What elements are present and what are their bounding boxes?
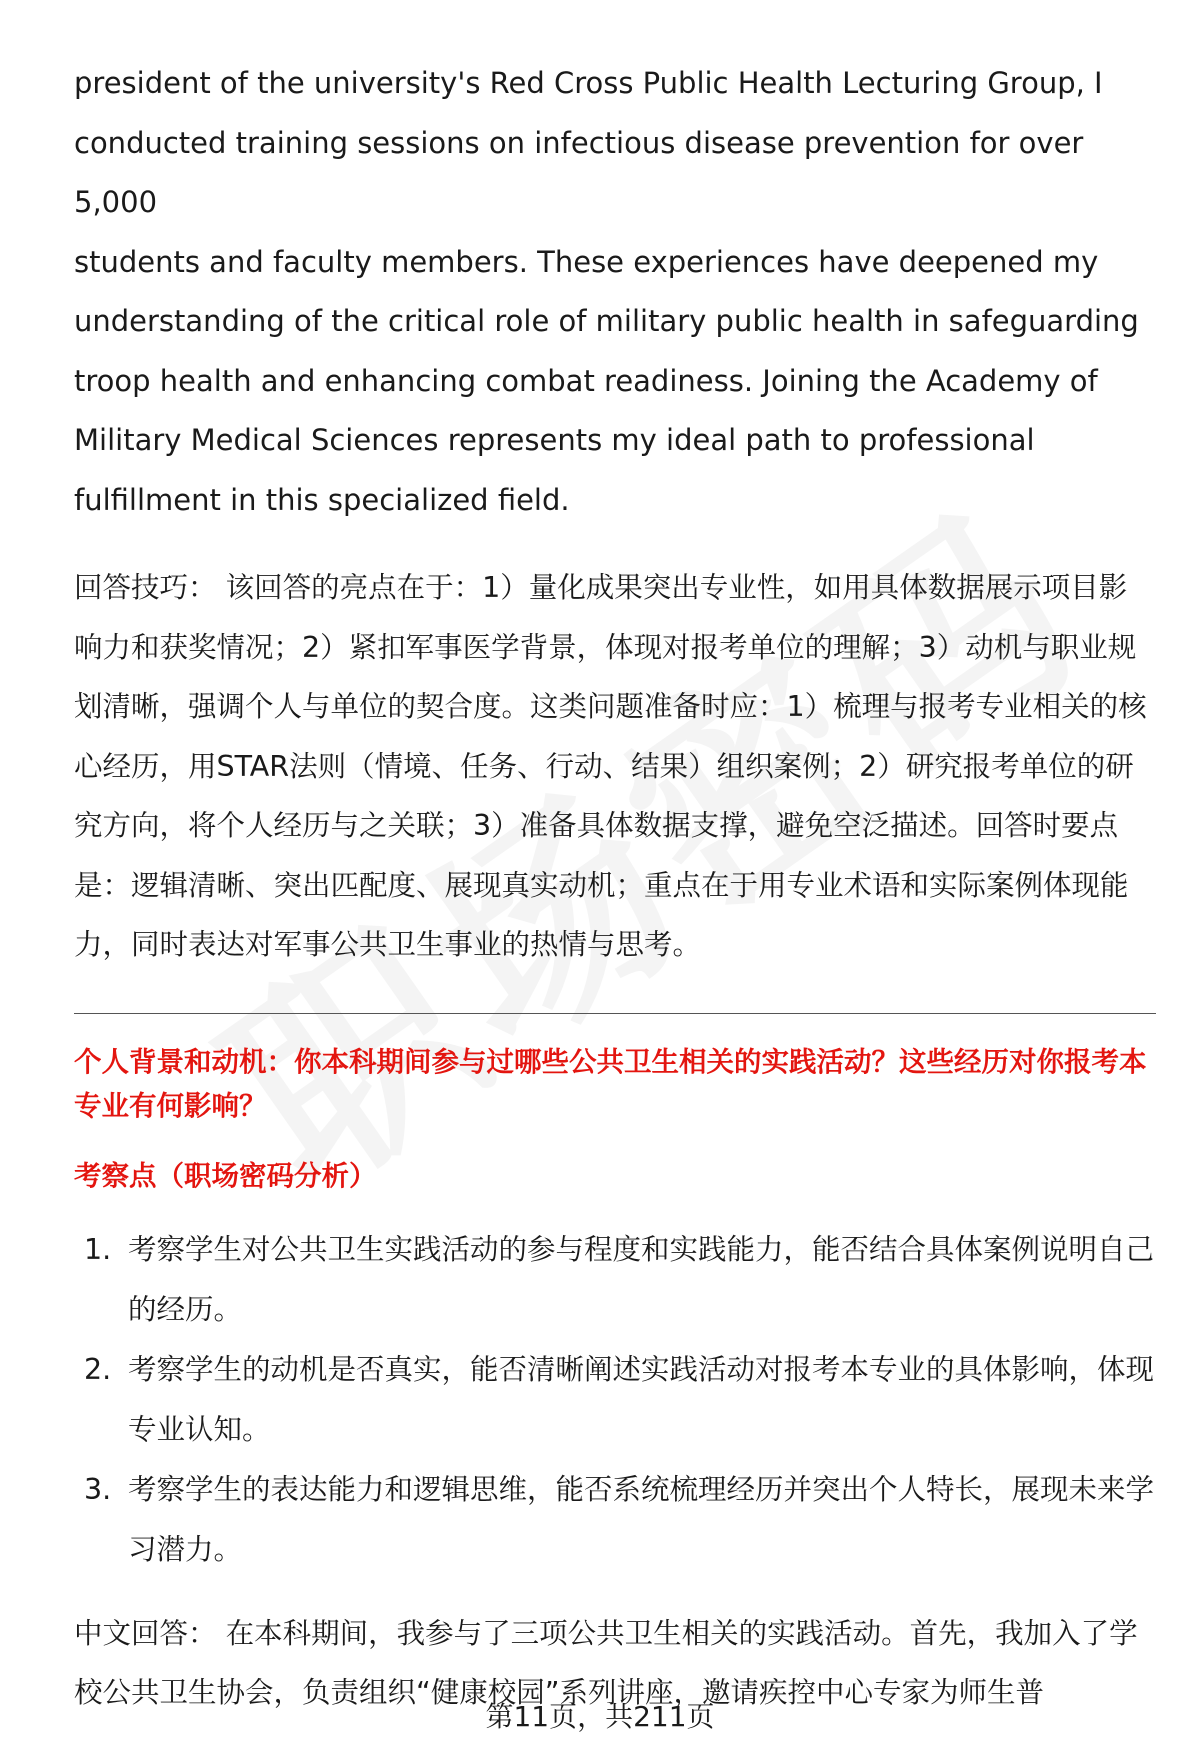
- assessment-points-list: [74, 1220, 1154, 1580]
- list-item-text: 考察学生的动机是否真实，能否清晰阐述实践活动对报考本专业的具体影响，体现专业认知。: [128, 1352, 1155, 1446]
- section-divider: [74, 1013, 1156, 1014]
- tips-label: 回答技巧：: [74, 571, 217, 604]
- intro-line: fulfillment in this specialized field.: [74, 482, 570, 517]
- list-item: [74, 1460, 1154, 1580]
- list-item: [74, 1340, 1154, 1460]
- intro-paragraph: [74, 54, 1154, 530]
- intro-line: president of the university's Red Cross Public Health Lecturing Group, I: [74, 66, 1103, 100]
- intro-line: conducted training sessions on infectious disease prevention for over 5,000: [74, 125, 1084, 219]
- page-footer: 第11页，共211页: [485, 1700, 715, 1733]
- list-number: 3.: [84, 1472, 112, 1506]
- intro-line: Military Medical Sciences represents my ideal path to professional: [74, 423, 1035, 457]
- tips-text: 该回答的亮点在于：1）量化成果突出专业性，如用具体数据展示项目影响力和获奖情况；2）紧扣军事医学背景，体现对报考单位的理解；3）动机与职业规划清晰，强调个人与单位的契合度。这类问题准备时应：1）梳理与报考专业相关的核心经历，用STAR法则（情境、任务、行动、结果）组织案例；2）研究报考单位的研究方向，将个人经历与之关联；3）准备具体数据支撑，避免空泛描述。回答时要点是：逻辑清晰、突出匹配度、展现真实动机；重点在于用专业术语和实际案例体现能力，同时表达对军事公共卫生事业的热情与思考。: [74, 571, 1147, 961]
- list-item-text: 考察学生的表达能力和逻辑思维，能否系统梳理经历并突出个人特长，展现未来学习潜力。: [128, 1472, 1155, 1566]
- list-item-text: 考察学生对公共卫生实践活动的参与程度和实践能力，能否结合具体案例说明自己的经历。: [128, 1232, 1155, 1326]
- list-number: 1.: [84, 1232, 112, 1266]
- intro-line: understanding of the critical role of military public health in safeguarding: [74, 304, 1139, 338]
- list-number: 2.: [84, 1352, 112, 1386]
- intro-line: students and faculty members. These experiences have deepened my: [74, 244, 1099, 279]
- intro-line: troop health and enhancing combat readiness. Joining the Academy of: [74, 363, 1098, 398]
- list-item: [74, 1220, 1154, 1340]
- answer-text: 在本科期间，我参与了三项公共卫生相关的实践活动。首先，我加入了学校公共卫生协会，负责组织“健康校园”系列讲座，邀请疾控中心专家为师生普: [74, 1616, 1138, 1709]
- document-page: [74, 54, 1154, 1723]
- answer-tips: [74, 558, 1154, 975]
- answer-label: 中文回答：: [74, 1616, 217, 1650]
- question-heading: 个人背景和动机：你本科期间参与过哪些公共卫生相关的实践活动？这些经历对你报考本专业有何影响？: [74, 1045, 1147, 1122]
- section-title: 考察点（职场密码分析）: [74, 1159, 377, 1192]
